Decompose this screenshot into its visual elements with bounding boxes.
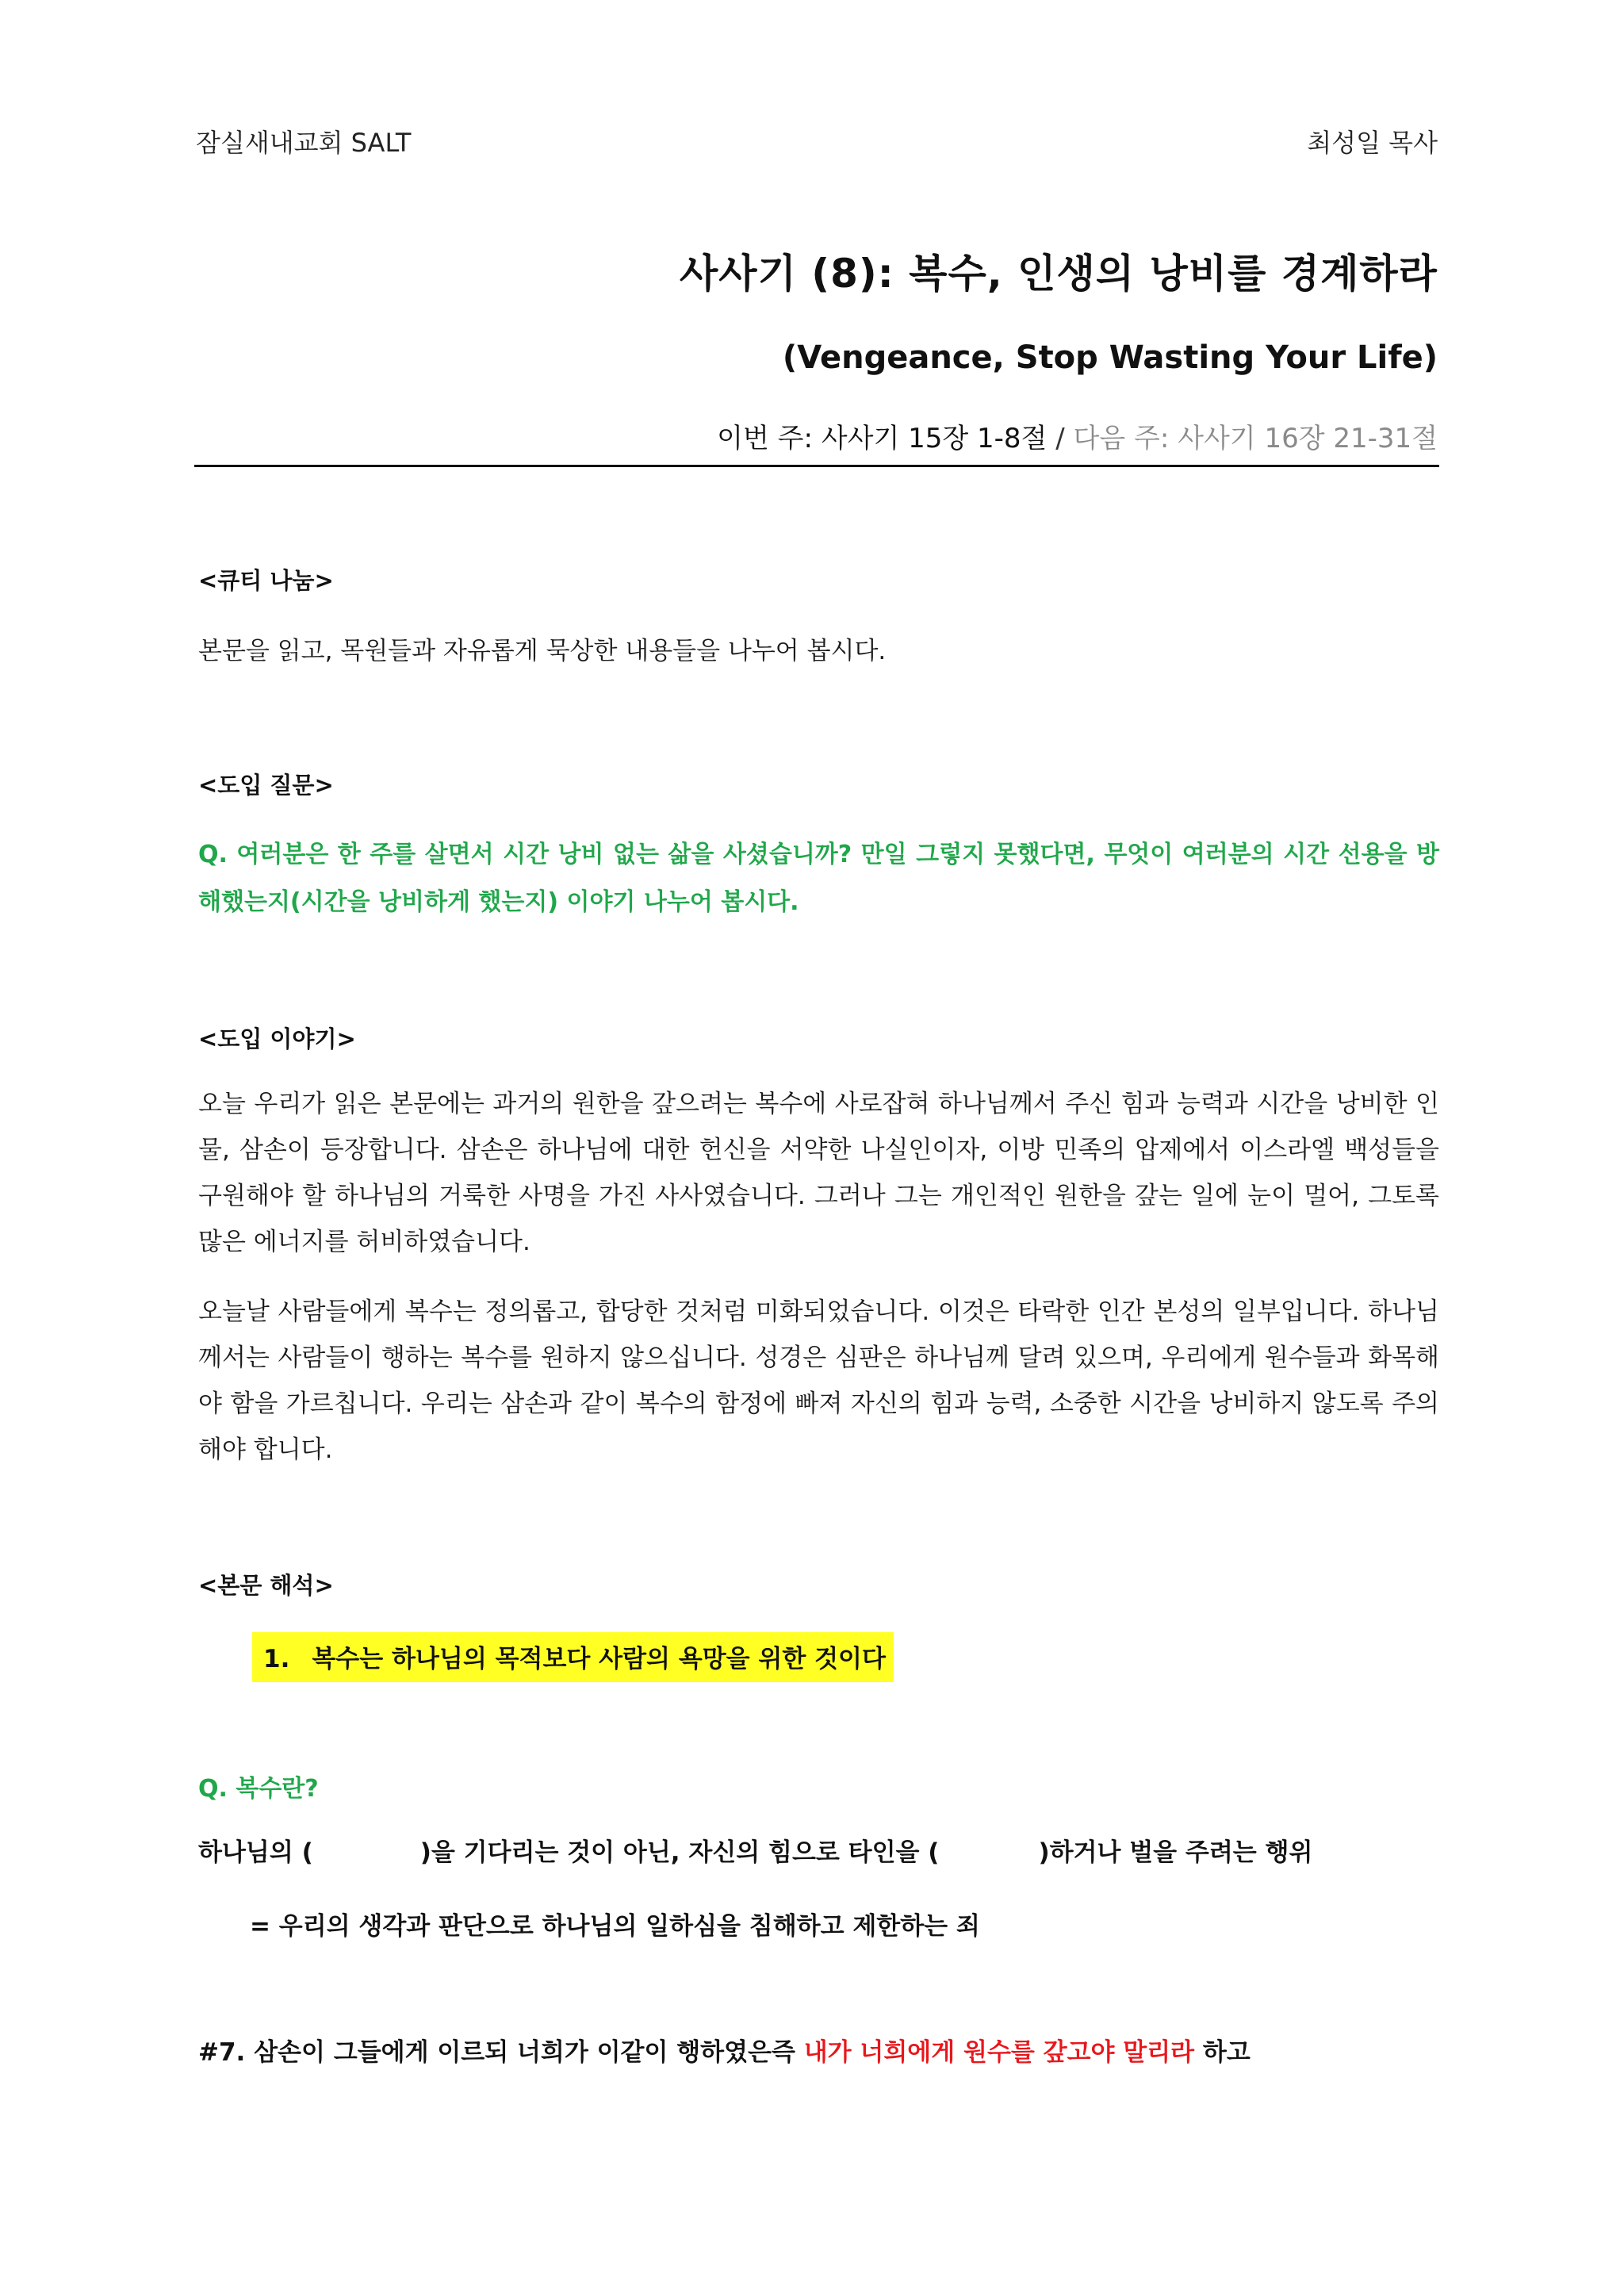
qt-text: 본문을 읽고, 목원들과 자유롭게 묵상한 내용들을 나누어 봅시다.: [198, 637, 887, 665]
definition-part-b: )을 기다리는 것이 아닌, 자신의 힘으로 타인을 (: [419, 1838, 940, 1867]
scripture-readings: [717, 416, 1438, 455]
verse-highlight: 내가 너희에게 원수를 갚고야 말리라: [803, 2038, 1195, 2067]
pastor-name: 최성일 목사: [1307, 128, 1438, 158]
sermon-english-title: (Vengeance, Stop Wasting Your Life): [782, 339, 1438, 376]
verse-prefix: #7. 삼손이 그들에게 이르되 너희가 이같이 행하였은즉: [198, 2038, 804, 2067]
qt-heading: <큐티 나눔>: [198, 567, 334, 594]
revenge-question: Q. 복수란?: [198, 1775, 319, 1803]
readings-separator: /: [1055, 423, 1065, 454]
revenge-definition: [198, 1832, 1312, 1868]
intro-story-paragraph-1: 오늘 우리가 읽은 본문에는 과거의 원한을 갚으려는 복수에 사로잡혀 하나님께서 주신 힘과 능력과 시간을 낭비한 인물, 삼손이 등장합니다. 삼손은 하나님에 대한 헌신을 서약한 나실인이자, 이방 민족의 압제에서 이스라엘 백성들을 구원해야 할 하나님의 거룩한 사명을 가진 사사였습니다. 그러나 그는 개인적인 원한을 갚는 일에 눈이 멀어, 그토록 많은 에너지를 허비하였습니다.: [198, 1090, 1439, 1256]
title-divider: [194, 465, 1439, 467]
interpretation-heading: <본문 해석>: [198, 1572, 334, 1599]
this-week-reading: 이번 주: 사사기 15장 1-8절: [717, 423, 1048, 454]
definition-equals-line: = 우리의 생각과 판단으로 하나님의 일하심을 침해하고 제한하는 죄: [250, 1912, 980, 1941]
point-1-highlight: [252, 1632, 894, 1682]
verse-suffix: 하고: [1194, 2038, 1251, 2067]
intro-question-text: Q. 여러분은 한 주를 살면서 시간 낭비 없는 삶을 사셨습니까? 만일 그렇지 못했다면, 무엇이 여러분의 시간 선용을 방해했는지(시간을 낭비하게 했는지) 이야기 나누어 봅시다.: [198, 841, 1439, 916]
verse-7: [198, 2032, 1251, 2068]
intro-story-paragraph-2: 오늘날 사람들에게 복수는 정의롭고, 합당한 것처럼 미화되었습니다. 이것은 타락한 인간 본성의 일부입니다. 하나님께서는 사람들이 행하는 복수를 원하지 않으십니다. 성경은 심판은 하나님께 달려 있으며, 우리에게 원수들과 화목해야 함을 가르칩니다. 우리는 삼손과 같이 복수의 함정에 빠져 자신의 힘과 능력, 소중한 시간을 낭비하지 않도록 주의해야 합니다.: [198, 1297, 1439, 1464]
definition-part-a: 하나님의 (: [198, 1838, 313, 1867]
intro-question-heading: <도입 질문>: [198, 772, 334, 799]
definition-part-c: )하거나 벌을 주려는 행위: [1038, 1838, 1313, 1867]
sermon-title: 사사기 (8): 복수, 인생의 낭비를 경계하라: [679, 251, 1438, 297]
intro-story-heading: <도입 이야기>: [198, 1025, 356, 1052]
point-text: 복수는 하나님의 목적보다 사람의 욕망을 위한 것이다: [312, 1645, 886, 1673]
church-name: 잠실새내교회 SALT: [196, 128, 412, 158]
next-week-reading: 다음 주: 사사기 16장 21-31절: [1073, 423, 1438, 454]
point-number: 1.: [263, 1645, 290, 1673]
